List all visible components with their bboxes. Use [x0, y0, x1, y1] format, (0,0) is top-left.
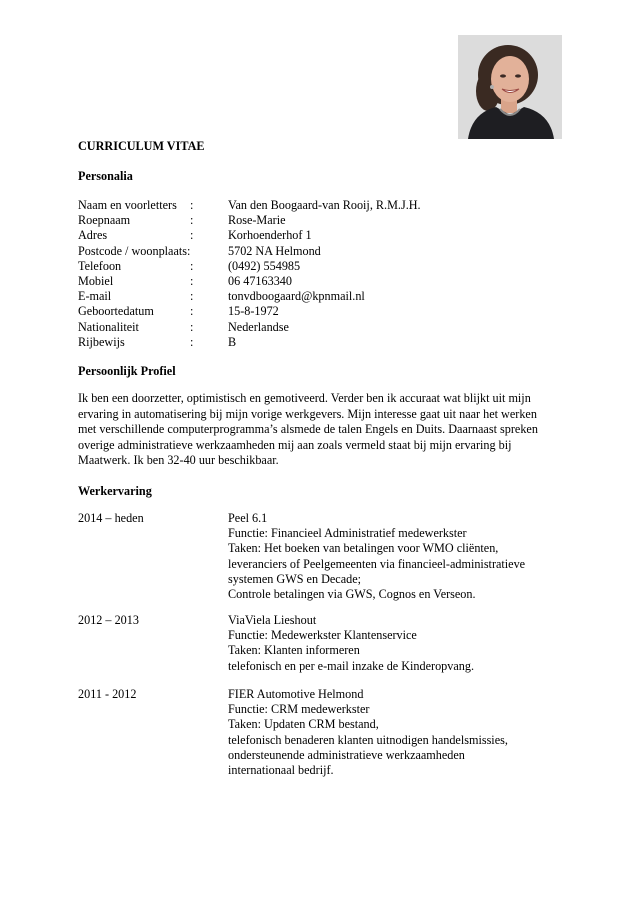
personalia-row — [78, 320, 548, 335]
personalia-colon: : — [190, 319, 194, 334]
personalia-label: Telefoon — [78, 258, 122, 273]
page-title: CURRICULUM VITAE — [78, 139, 205, 153]
personalia-row — [78, 304, 548, 319]
personalia-row — [78, 274, 548, 289]
personalia-value: Korhoenderhof 1 — [228, 228, 312, 243]
personalia-value: 5702 NA Helmond — [228, 243, 321, 258]
profile-photo — [458, 35, 562, 139]
personalia-label: Geboortedatum — [78, 304, 154, 319]
personalia-value: Rose-Marie — [228, 213, 286, 228]
personalia-row — [78, 228, 548, 243]
job-period: 2014 – heden — [78, 511, 144, 525]
personalia-row — [78, 198, 548, 213]
personalia-row — [78, 244, 548, 259]
personalia-label: Adres — [78, 228, 108, 243]
job-details: Peel 6.1 Functie: Financieel Administratief medewerkster Taken: Het boeken van betalingen voor WMO cliënten, leveranciers of Peelgemeenten via financieel-administratieve systemen GWS en Decade; Controle betalingen via GWS, Cognos en Verseon. — [228, 511, 526, 602]
personalia-colon: : — [190, 334, 194, 349]
personalia-value: 06 47163340 — [228, 273, 292, 288]
personalia-colon: : — [190, 228, 194, 243]
personalia-value: B — [228, 334, 237, 349]
section-heading-personalia: Personalia — [78, 169, 133, 183]
section-heading-profiel: Persoonlijk Profiel — [78, 364, 176, 378]
personalia-colon: : — [190, 273, 194, 288]
job-period: 2011 - 2012 — [78, 687, 137, 701]
personalia-colon: : — [190, 213, 194, 228]
personalia-list — [78, 198, 548, 350]
personalia-label: Postcode / woonplaats: — [78, 243, 191, 258]
profiel-paragraph: Ik ben een doorzetter, optimistisch en gemotiveerd. Verder ben ik accuraat wat blijkt uit mijn ervaring in automatisering bij mijn vorige werkgevers. Mijn interesse gaat uit naar het werken met verschillende computerprogramma’s alsmede de talen Engels en Duits. Daarnaast spreken overige administratieve werkzaamheden mij aan zoals vermeld staat bij mijn ervaring bij Maatwerk. Ik ben 32-40 uur beschikbaar. — [78, 391, 538, 467]
personalia-label: E-mail — [78, 289, 112, 304]
personalia-row — [78, 213, 548, 228]
personalia-value: Nederlandse — [228, 319, 289, 334]
personalia-colon: : — [190, 304, 194, 319]
personalia-value: Van den Boogaard-van Rooij, R.M.J.H. — [228, 198, 421, 212]
personalia-value: tonvdboogaard@kpnmail.nl — [228, 289, 365, 304]
personalia-row — [78, 289, 548, 304]
job-details: FIER Automotive Helmond Functie: CRM medewerkster Taken: Updaten CRM bestand, telefonisch benaderen klanten uitnodigen handelsmissies, ondersteunende administratieve werkzaamheden internationaal bedrijf. — [228, 687, 508, 778]
personalia-row — [78, 335, 548, 350]
personalia-label: Naam en voorletters — [78, 198, 177, 212]
personalia-colon: : — [190, 198, 194, 212]
section-heading-werkervaring: Werkervaring — [78, 484, 152, 498]
job-period: 2012 – 2013 — [78, 613, 139, 627]
personalia-value: 15-8-1972 — [228, 304, 279, 319]
personalia-row — [78, 259, 548, 274]
job-details: ViaViela Lieshout Functie: Medewerkster Klantenservice Taken: Klanten informeren telefonisch en per e-mail inzake de Kinderopvang. — [228, 613, 475, 673]
personalia-label: Roepnaam — [78, 213, 131, 228]
personalia-value: (0492) 554985 — [228, 258, 301, 273]
personalia-label: Nationaliteit — [78, 319, 139, 334]
portrait-image — [458, 35, 562, 139]
personalia-colon: : — [190, 258, 194, 273]
personalia-label: Rijbewijs — [78, 334, 125, 349]
personalia-label: Mobiel — [78, 273, 114, 288]
personalia-colon: : — [190, 289, 194, 304]
